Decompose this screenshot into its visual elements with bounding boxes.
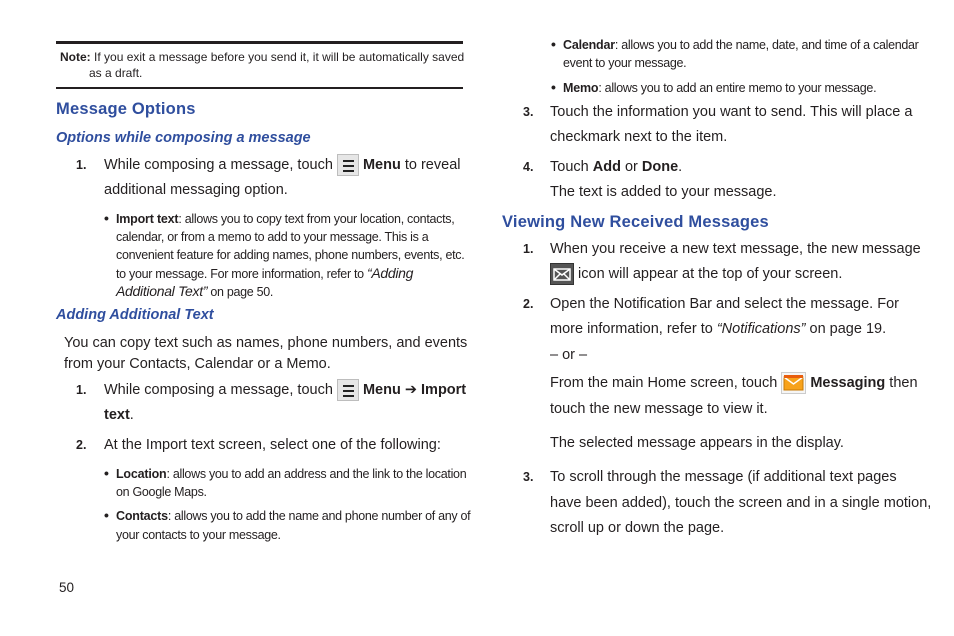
contacts-line-2: your contacts to your message. <box>116 528 281 542</box>
view-step-3-line-2: have been added), touch the screen and in a single motion, <box>550 495 932 511</box>
step-4-line-1: Touch Add or Done. <box>550 159 683 175</box>
note-line-1: Note: If you exit a message before you send it, it will be automatically saved <box>60 50 465 64</box>
bullet-dot: • <box>551 36 556 52</box>
paragraph-line-1: You can copy text such as names, phone numbers, and events <box>64 335 468 351</box>
step-number: 2. <box>76 438 87 452</box>
step-number: 2. <box>523 297 534 311</box>
or-separator: – or – <box>550 347 588 363</box>
import-text-line-4: to your message. For more information, refer to “Adding <box>116 265 414 281</box>
notifications-link: “Notifications” <box>716 321 806 337</box>
heading-message-options: Message Options <box>56 100 196 118</box>
location-line-2: on Google Maps. <box>116 485 207 499</box>
contacts-line-1: Contacts: allows you to add the name and phone number of any of <box>116 509 471 523</box>
memo-line: Memo: allows you to add an entire memo to your message. <box>563 81 877 95</box>
location-line-1: Location: allows you to add an address and the link to the location <box>116 467 467 481</box>
heading-viewing-new-messages: Viewing New Received Messages <box>502 213 769 231</box>
step-number: 1. <box>76 158 87 172</box>
calendar-line-1: Calendar: allows you to add the name, date, and time of a calendar <box>563 38 919 52</box>
step-number: 3. <box>523 105 534 119</box>
note-line-2: as a draft. <box>89 66 143 80</box>
step-3-line-1: Touch the information you want to send. This will place a <box>550 104 913 120</box>
adding-text-link: “Adding <box>367 265 414 281</box>
view-step-2-line-5: The selected message appears in the display. <box>550 435 844 451</box>
subheading-adding-additional-text: Adding Additional Text <box>56 307 214 323</box>
step-3-line-2: checkmark next to the item. <box>550 129 728 145</box>
view-step-2-line-1: Open the Notification Bar and select the message. For <box>550 296 899 312</box>
import-text-line-3: convenient feature for adding names, phone numbers, events, etc. <box>116 248 465 262</box>
view-step-3-line-1: To scroll through the message (if additional text pages <box>550 469 897 485</box>
import-text-line-1: Import text: allows you to copy text from your location, contacts, <box>116 212 455 226</box>
subheading-options-composing: Options while composing a message <box>56 130 311 146</box>
view-step-3-line-3: scroll up or down the page. <box>550 520 725 536</box>
view-step-2-line-4: touch the new message to view it. <box>550 401 768 417</box>
import-step-2: At the Import text screen, select one of the following: <box>104 437 441 453</box>
view-step-1-line-2: icon will appear at the top of your screen. <box>550 262 842 287</box>
step-4-line-2: The text is added to your message. <box>550 184 777 200</box>
menu-icon <box>337 379 359 401</box>
view-step-2-line-3: From the main Home screen, touch Messaging then <box>550 371 918 396</box>
view-step-2-line-2: more information, refer to “Notifications” on page 19. <box>550 321 887 337</box>
note-top-rule <box>56 41 463 44</box>
new-message-icon <box>550 263 574 285</box>
paragraph-line-2: from your Contacts, Calendar or a Memo. <box>64 356 331 372</box>
import-text-line-5: Additional Text” on page 50. <box>116 283 274 299</box>
note-bottom-rule <box>56 87 463 89</box>
import-step-1-line-1: While composing a message, touch Menu ➔ Import <box>104 378 466 403</box>
bullet-dot: • <box>551 79 556 95</box>
menu-icon <box>337 154 359 176</box>
messaging-app-icon <box>781 372 806 394</box>
import-text-line-2: calendar, or from a memo to add to your message. This is a <box>116 230 429 244</box>
page-number: 50 <box>59 580 75 595</box>
step-1-line-2: additional messaging option. <box>104 182 288 198</box>
step-number: 1. <box>523 242 534 256</box>
step-number: 3. <box>523 470 534 484</box>
view-step-1-line-1: When you receive a new text message, the new message <box>550 241 921 257</box>
import-step-1-line-2: text. <box>104 407 134 423</box>
bullet-dot: • <box>104 465 109 481</box>
step-number: 1. <box>76 383 87 397</box>
step-1-line-1: While composing a message, touch Menu to reveal <box>104 153 460 178</box>
step-number: 4. <box>523 160 534 174</box>
bullet-dot: • <box>104 210 109 226</box>
calendar-line-2: event to your message. <box>563 56 687 70</box>
bullet-dot: • <box>104 507 109 523</box>
